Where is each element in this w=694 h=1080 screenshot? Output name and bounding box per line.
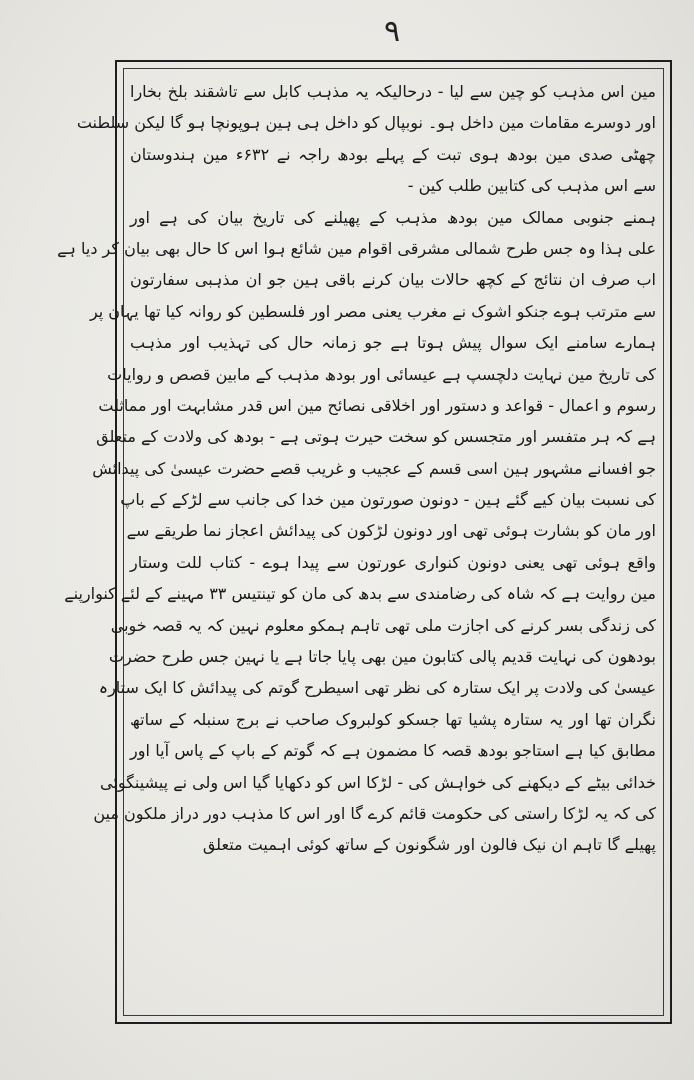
text-line: اور مان کو بشارت ہوئی تھی اور دونون لڑکون کی پیدائش اعجاز نما طریقے سے (126, 521, 656, 541)
text-line: سے مترتب ہوے جنکو اشوک نے مغرب یعنی مصر اور فلسطین کو روانہ کیا تھا یہان پر (89, 301, 656, 321)
text-line: مین روایت ہے کہ شاہ کی رضامندی سے بدھ کی مان کو تینتیس ۳۳ مہینے کے لئے کنوارپنے (64, 584, 656, 604)
text-line: سے اس مذہب کی کتابین طلب کین - (407, 176, 656, 196)
text-line: کی نسبت بیان کیے گئے ہین - دونون صورتون مین خدا کی جانب سے لڑکے کے باپ (120, 490, 656, 510)
page-number: ۹ (383, 14, 401, 49)
text-line: علی ہذا وہ جس طرح شمالی مشرقی اقوام مین شائع ہوا اس کا حال بھی بیان کر دیا ہے (57, 238, 656, 258)
text-line: اب صرف ان نتائج کے کچھ حالات بیان کرنے باقی ہین جو ان مذہبی سفارتون (130, 270, 656, 290)
text-line: ہمنے جنوبی ممالک مین بودھ مذہب کے پھیلنے کی تاریخ بیان کی ہے اور (130, 207, 656, 227)
text-line: بودھون کی نہایت قدیم پالی کتابون مین بھی پایا جاتا ہے یا نہین جس طرح حضرت (108, 647, 656, 667)
text-line: کی زندگی بسر کرنے کی اجازت ملی تھی تاہم ہمکو معلوم نہین کہ یہ قصہ خوبی (110, 615, 656, 635)
text-line: واقع ہوئی تھی یعنی دونون کنواری عورتون سے پیدا ہوے - کتاب للت وستار (130, 552, 656, 572)
text-line: خدائی بیٹے کے دیکھنے کی خواہش کی - لڑکا اس کو دکھایا گیا اس ولی نے پیشینگوئی (100, 772, 656, 792)
text-line: ہے کہ ہر متفسر اور متجسس کو سخت حیرت ہوتی ہے - بودھ کی ولادت کے متعلق (96, 427, 656, 447)
text-line: اور دوسرے مقامات مین داخل ہو۔ نوبپال کو داخل ہی ہین ہوپونچا ہو گا لیکن سلطنت (76, 113, 656, 133)
text-line: عیسیٰ کی ولادت پر ایک ستارہ کی نظر تھی اسیطرح گوتم کی پیدائش کا ایک ستارہ (98, 678, 656, 698)
text-line: پھیلے گا تاہم ان نیک فالون اور شگونون کے ساتھ کوئی اہمیت متعلق (202, 835, 656, 855)
urdu-text-body (57, 76, 656, 1012)
text-line: ہمارے سامنے ایک سوال پیش ہوتا ہے جو زمانہ حال کی تہذیب اور مذہب (130, 333, 656, 353)
text-line: کی تاریخ مین نہایت دلچسپ ہے عیسائی اور بودھ مذہب کے مابین قصص و روایات (107, 364, 656, 384)
text-line: کی کہ یہ لڑکا راستی کی حکومت قائم کرے گا اور اس کا مذہب دور دراز ملکون مین (93, 803, 656, 823)
text-line: مین اس مذہب کو چین سے لیا - درحالیکہ یہ مذہب کابل سے تاشقند بلخ بخارا (130, 82, 656, 101)
text-line: رسوم و اعمال - قواعد و دستور اور اخلاقی نصائح مین اس قدر مشابہت اور مماثلت (98, 395, 656, 415)
text-line: جو افسانے مشہور ہین اسی قسم کے عجیب و غریب قصے حضرت عیسیٰ کی پیدائش (92, 458, 656, 478)
text-line: مطابق کیا ہے استاجو بودھ قصہ کا مضمون ہے کہ گوتم کے باپ کے پاس آیا اور (130, 741, 656, 761)
text-line: چھٹی صدی مین بودھ ہوی تبت کے پہلے بودھ راجہ نے ۶۳۲ء مین ہندوستان (130, 144, 656, 164)
text-line: نگران تھا اور یہ ستارہ پشیا تھا جسکو کولبروک صاحب نے برج سنبلہ کے ساتھ (130, 709, 656, 729)
